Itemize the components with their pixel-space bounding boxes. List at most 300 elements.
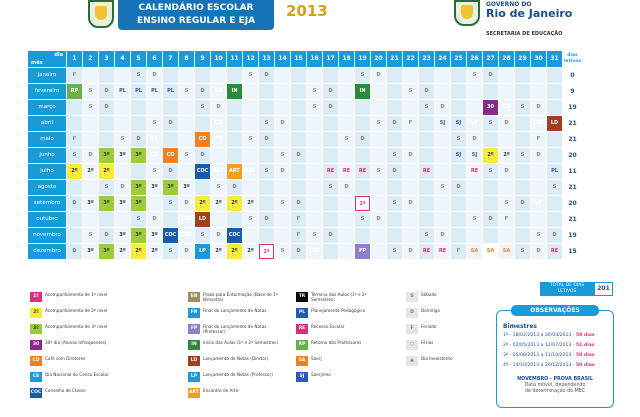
calendar-cell: RE (323, 164, 338, 179)
calendar-cell (387, 100, 402, 115)
calendar-cell (323, 132, 338, 147)
legend-item (406, 324, 506, 336)
calendar-cell: S (515, 100, 530, 115)
day-header-17: 17 (323, 51, 338, 67)
calendar-cell: S (147, 116, 162, 131)
calendar-cell (531, 164, 546, 179)
calendar-cell (83, 116, 98, 131)
bimestre-line (503, 343, 595, 348)
calendar-cell (531, 180, 546, 195)
month-label: dezembro (28, 244, 66, 259)
calendar-cell: D (547, 228, 562, 243)
calendar-cell (371, 196, 386, 211)
legend-text: Café com Diretores (45, 356, 86, 361)
calendar-cell: D (403, 244, 418, 259)
calendar-cell (227, 68, 242, 83)
calendar-cell: D (515, 196, 530, 211)
day-header-13: 13 (259, 51, 274, 67)
calendar-cell: RE (435, 244, 450, 259)
observacoes-box (496, 307, 614, 408)
calendar-cell: 3º (131, 148, 146, 163)
calendar-cell: 3º (131, 196, 146, 211)
calendar-cell: D (403, 196, 418, 211)
calendar-cell (403, 164, 418, 179)
state-crest-icon (88, 0, 114, 28)
day-header-5: 5 (131, 51, 146, 67)
calendar-cell (403, 100, 418, 115)
day-header-1: 1 (67, 51, 82, 67)
calendar-cell (339, 212, 354, 227)
calendar-cell (339, 244, 354, 259)
calendar-cell: S (355, 68, 370, 83)
calendar-cell: F (499, 212, 514, 227)
calendar-cell: 3º (115, 148, 130, 163)
calendar-cell: SJ (467, 148, 482, 163)
legend-swatch: 30 (30, 340, 42, 350)
calendar-cell: S (115, 132, 130, 147)
dias-letivos-value: 20 (563, 148, 582, 163)
calendar-cell (451, 228, 466, 243)
calendar-cell: D (163, 116, 178, 131)
calendar-cell: IN (355, 84, 370, 99)
calendar-cell (435, 196, 450, 211)
calendar-cell: D (259, 212, 274, 227)
calendar-cell (499, 228, 514, 243)
calendar-cell (307, 68, 322, 83)
mec-label: de determinação do MEC (524, 389, 586, 394)
legend-text: Sábado (421, 292, 437, 297)
legend-text: Encontro de Arte (203, 388, 239, 393)
calendar-cell: F (67, 132, 82, 147)
calendar-cell (547, 212, 562, 227)
calendar-cell: S (499, 196, 514, 211)
calendar-cell: COC (179, 228, 194, 243)
calendar-cell (243, 100, 258, 115)
day-header-19: 19 (355, 51, 370, 67)
legend-swatch: FN (188, 308, 200, 318)
legend-item (30, 292, 130, 304)
calendar-cell (451, 164, 466, 179)
calendar-cell (467, 228, 482, 243)
calendar-cell (83, 212, 98, 227)
calendar-cell (323, 244, 338, 259)
legend-item (30, 308, 130, 320)
calendar-cell (291, 180, 306, 195)
dias-letivos-header: dias letivos (563, 51, 582, 67)
calendar-cell: S (387, 148, 402, 163)
calendar-cell: D (291, 148, 306, 163)
calendar-cell (547, 132, 562, 147)
calendar-cell (419, 148, 434, 163)
calendar-cell (275, 68, 290, 83)
legend-item (30, 324, 130, 336)
bimestre-dates: 2º - 02/05/2013 a 12/07/2013 - (503, 343, 576, 348)
calendar-cell: SA (499, 244, 514, 259)
calendar-cell (547, 68, 562, 83)
day-header-24: 24 (435, 51, 450, 67)
calendar-cell (403, 212, 418, 227)
calendar-cell: S (531, 228, 546, 243)
calendar-cell (243, 228, 258, 243)
calendar-cell: S (515, 148, 530, 163)
legend-item (296, 292, 396, 304)
day-header-31: 31 (547, 51, 562, 67)
legend-text: Feriado (421, 324, 437, 329)
legend-text: Recesso Escolar (311, 324, 345, 329)
calendar-cell (403, 228, 418, 243)
day-header-4: 4 (115, 51, 130, 67)
calendar-cell (195, 68, 210, 83)
calendar-cell (419, 212, 434, 227)
month-label: outubro (28, 212, 66, 227)
calendar-cell: D (483, 212, 498, 227)
calendar-cell: S (307, 100, 322, 115)
secretaria-label: SECRETARIA DE EDUCAÇÃO (486, 31, 563, 37)
calendar-cell: RE (339, 164, 354, 179)
calendar-cell (195, 116, 210, 131)
calendar-cell: D (323, 100, 338, 115)
calendar-cell: D (195, 84, 210, 99)
calendar-cell: D (99, 228, 114, 243)
calendar-cell: D (259, 68, 274, 83)
calendar-cell (419, 132, 434, 147)
calendar-cell: RE (467, 164, 482, 179)
calendar-cell: D (211, 228, 226, 243)
bimestre-dates: 3º - 05/08/2013 a 11/10/2013 - (503, 353, 576, 358)
dias-letivos-value: 9 (563, 84, 582, 99)
observacoes-title: OBSERVAÇÕES (511, 305, 599, 316)
calendar-cell: D (435, 100, 450, 115)
bimestre-dates: 4º - 14/10/2013 a 20/12/2013 - (503, 363, 576, 368)
calendar-cell (371, 100, 386, 115)
calendar-cell (339, 196, 354, 211)
header (0, 0, 640, 46)
calendar-cell (227, 100, 242, 115)
calendar-cell (275, 132, 290, 147)
calendar-cell: F (67, 68, 82, 83)
calendar-cell (115, 100, 130, 115)
legend-text: Dia Nacional do Censo Escolar (45, 372, 109, 377)
dias-letivos-value: 19 (563, 228, 582, 243)
calendar-cell: PL (547, 164, 562, 179)
prova-brasil-label: NOVEMBRO - PROVA BRASIL (517, 377, 593, 382)
grid-corner (28, 51, 66, 67)
calendar-cell: D (531, 100, 546, 115)
calendar-cell (483, 132, 498, 147)
legend-item (406, 356, 506, 368)
calendar-cell: D (67, 196, 82, 211)
calendar-cell (403, 68, 418, 83)
calendar-cell (515, 132, 530, 147)
calendar-cell: 3º (147, 180, 162, 195)
calendar-cell: D (211, 100, 226, 115)
calendar-cell (115, 164, 130, 179)
calendar-cell (531, 68, 546, 83)
calendar-cell (467, 196, 482, 211)
calendar-cell: S (131, 212, 146, 227)
calendar-cell: S (387, 244, 402, 259)
calendar-cell (371, 132, 386, 147)
calendar-cell: D (387, 116, 402, 131)
calendar-cell: F (291, 228, 306, 243)
bimestre-days: 50 dias (575, 333, 595, 338)
calendar-cell (307, 164, 322, 179)
calendar-cell: EN (211, 84, 226, 99)
day-header-26: 26 (467, 51, 482, 67)
calendar-cell (307, 180, 322, 195)
calendar-cell (227, 116, 242, 131)
calendar-cell: CD (147, 148, 162, 163)
calendar-cell (115, 212, 130, 227)
calendar-cell: 3º (115, 228, 130, 243)
bimestre-days: 50 dias (575, 353, 595, 358)
calendar-cell: F (451, 244, 466, 259)
legend-text: Retorno dos Professores (311, 340, 362, 345)
bimestre-line (503, 353, 595, 358)
calendar-cell: D (115, 180, 130, 195)
calendar-cell (355, 116, 370, 131)
calendar-cell: S (307, 228, 322, 243)
calendar-cell: D (275, 116, 290, 131)
total-value: 201 (594, 282, 613, 296)
calendar-cell (307, 132, 322, 147)
calendar-cell (451, 84, 466, 99)
dias-letivos-value: 21 (563, 212, 582, 227)
calendar-cell (227, 212, 242, 227)
calendar-cell (339, 100, 354, 115)
calendar-cell (83, 180, 98, 195)
calendar-cell: D (419, 84, 434, 99)
calendar-cell (259, 84, 274, 99)
calendar-cell (275, 212, 290, 227)
calendar-cell: D (163, 164, 178, 179)
calendar-cell (435, 132, 450, 147)
calendar-cell: LP (195, 244, 210, 259)
calendar-cell (259, 228, 274, 243)
calendar-cell (259, 196, 274, 211)
calendar-cell (243, 84, 258, 99)
calendar-cell (163, 68, 178, 83)
legend-item (406, 292, 506, 304)
calendar-cell (291, 68, 306, 83)
calendar-cell (275, 100, 290, 115)
calendar-cell: 30 (483, 100, 498, 115)
calendar-cell (515, 164, 530, 179)
calendar-cell (355, 180, 370, 195)
calendar-cell (435, 84, 450, 99)
calendar-cell (499, 68, 514, 83)
calendar-cell: 2º (99, 164, 114, 179)
calendar-cell: D (67, 244, 82, 259)
calendar-cell: S (259, 116, 274, 131)
calendar-cell: D (147, 68, 162, 83)
legend-item (30, 372, 130, 384)
calendar-cell: 2º (483, 148, 498, 163)
calendar-cell (179, 132, 194, 147)
legend-swatch: PL (296, 308, 308, 318)
calendar-cell (435, 164, 450, 179)
calendar-cell: S (83, 84, 98, 99)
title-line-2: ENSINO REGULAR E EJA (136, 16, 256, 26)
legend-item (296, 356, 396, 368)
calendar-cell (467, 84, 482, 99)
calendar-cell (387, 68, 402, 83)
legend-swatch: F (406, 324, 418, 334)
calendar-cell: S (243, 132, 258, 147)
calendar-cell: 2º (131, 244, 146, 259)
month-label: abril (28, 116, 66, 131)
bimestre-days: 50 dias (575, 363, 595, 368)
day-header-28: 28 (499, 51, 514, 67)
legend-swatch: EN (188, 292, 200, 302)
calendar-cell: S (147, 164, 162, 179)
month-label: fevereiro (28, 84, 66, 99)
day-header-29: 29 (515, 51, 530, 67)
calendar-cell: S (483, 116, 498, 131)
calendar-cell (99, 68, 114, 83)
calendar-cell (291, 164, 306, 179)
dias-letivos-value: 21 (563, 180, 582, 195)
government-logo-icon (454, 0, 480, 26)
calendar-cell: COC (227, 228, 242, 243)
calendar-cell: 2º (67, 164, 82, 179)
calendar-cell (515, 212, 530, 227)
calendar-cell: 3º (131, 180, 146, 195)
calendar-cell (243, 148, 258, 163)
calendar-cell: D (467, 132, 482, 147)
calendar-cell: S (515, 244, 530, 259)
calendar-cell (259, 148, 274, 163)
calendar-cell (259, 100, 274, 115)
dias-letivos-value: 21 (563, 116, 582, 131)
observacoes-footer (501, 377, 609, 395)
gov-big-label: Rio de Janeiro (486, 7, 573, 20)
legend-item (188, 356, 288, 368)
calendar-cell (323, 68, 338, 83)
legend-text: Domingo (421, 308, 440, 313)
calendar-cell: D (131, 132, 146, 147)
calendar-cell: D (339, 180, 354, 195)
calendar-cell (515, 116, 530, 131)
calendar-cell: 2º (211, 196, 226, 211)
calendar-cell: D (99, 100, 114, 115)
calendar-cell: 3º (83, 244, 98, 259)
month-label: julho (28, 164, 66, 179)
calendar-cell: S (467, 68, 482, 83)
calendar-cell (483, 180, 498, 195)
legend-text: Conselho de Classe (45, 388, 86, 393)
legend-item (188, 324, 288, 336)
day-header-21: 21 (387, 51, 402, 67)
legend-swatch: ○ (406, 340, 418, 350)
legend-text: Prazo para Enturmação (Base do 1º Bimestre) (203, 292, 278, 302)
legend-item (188, 388, 288, 400)
calendar-cell (387, 180, 402, 195)
dias-letivos-value: 0 (563, 68, 582, 83)
calendar-cell: SJ (435, 116, 450, 131)
calendar-cell (451, 68, 466, 83)
legend-text: Acompanhamento de 1º nível (45, 292, 108, 297)
day-header-8: 8 (179, 51, 194, 67)
calendar-cell (291, 116, 306, 131)
legend-text: Saerjinho (311, 372, 331, 377)
calendar-cell: D (371, 212, 386, 227)
calendar-cell: 2º (243, 196, 258, 211)
calendar-cell: 3º (115, 196, 130, 211)
legend-swatch: ART (188, 388, 200, 398)
day-header-11: 11 (227, 51, 242, 67)
calendar-cell: D (83, 148, 98, 163)
calendar-cell: S (435, 180, 450, 195)
calendar-cell: CD (163, 148, 178, 163)
calendar-cell (83, 132, 98, 147)
calendar-cell (515, 68, 530, 83)
calendar-cell: D (355, 132, 370, 147)
calendar-cell: 3º (147, 228, 162, 243)
calendar-cell (515, 228, 530, 243)
calendar-cell (307, 196, 322, 211)
calendar-cell: F (291, 212, 306, 227)
calendar-cell: F (403, 116, 418, 131)
legend-swatch: 2º (30, 308, 42, 318)
calendar-cell: S (163, 196, 178, 211)
legend-item (30, 356, 130, 368)
month-label: novembro (28, 228, 66, 243)
legend-item (30, 388, 130, 400)
calendar-cell: D (275, 164, 290, 179)
legend-swatch: D (406, 308, 418, 318)
calendar-cell: CD (499, 100, 514, 115)
calendar-cell: S (99, 180, 114, 195)
calendar-cell (99, 132, 114, 147)
calendar-cell (435, 148, 450, 163)
month-label: maio (28, 132, 66, 147)
calendar-cell (259, 180, 274, 195)
calendar-cell (275, 84, 290, 99)
calendar-cell (67, 212, 82, 227)
calendar-cell (291, 132, 306, 147)
calendar-cell (323, 148, 338, 163)
calendar-cell: LP (531, 196, 546, 211)
legend-swatch: LP (188, 372, 200, 382)
calendar-cell (371, 244, 386, 259)
calendar-cell: RE (355, 164, 370, 179)
legend-swatch: CD (30, 356, 42, 366)
legend-swatch: SJ (296, 372, 308, 382)
calendar-cell: D (323, 84, 338, 99)
day-header-16: 16 (307, 51, 322, 67)
calendar-cell: D (531, 244, 546, 259)
calendar-cell: 2º (499, 148, 514, 163)
calendar-cell: S (275, 196, 290, 211)
calendar-cell (211, 212, 226, 227)
day-header-14: 14 (275, 51, 290, 67)
calendar-cell: RE (547, 244, 562, 259)
legend-swatch: SA (296, 356, 308, 366)
calendar-cell: S (131, 68, 146, 83)
calendar-cell: D (371, 68, 386, 83)
calendar-cell (307, 212, 322, 227)
bimestre-line (503, 333, 595, 338)
calendar-cell (323, 196, 338, 211)
legend-item (188, 292, 288, 304)
legend-item (296, 340, 396, 352)
legend-swatch: COC (30, 388, 42, 398)
calendar-cell: CD (195, 132, 210, 147)
calendar-cell: SA (483, 244, 498, 259)
calendar-cell (419, 180, 434, 195)
calendar-cell (67, 116, 82, 131)
